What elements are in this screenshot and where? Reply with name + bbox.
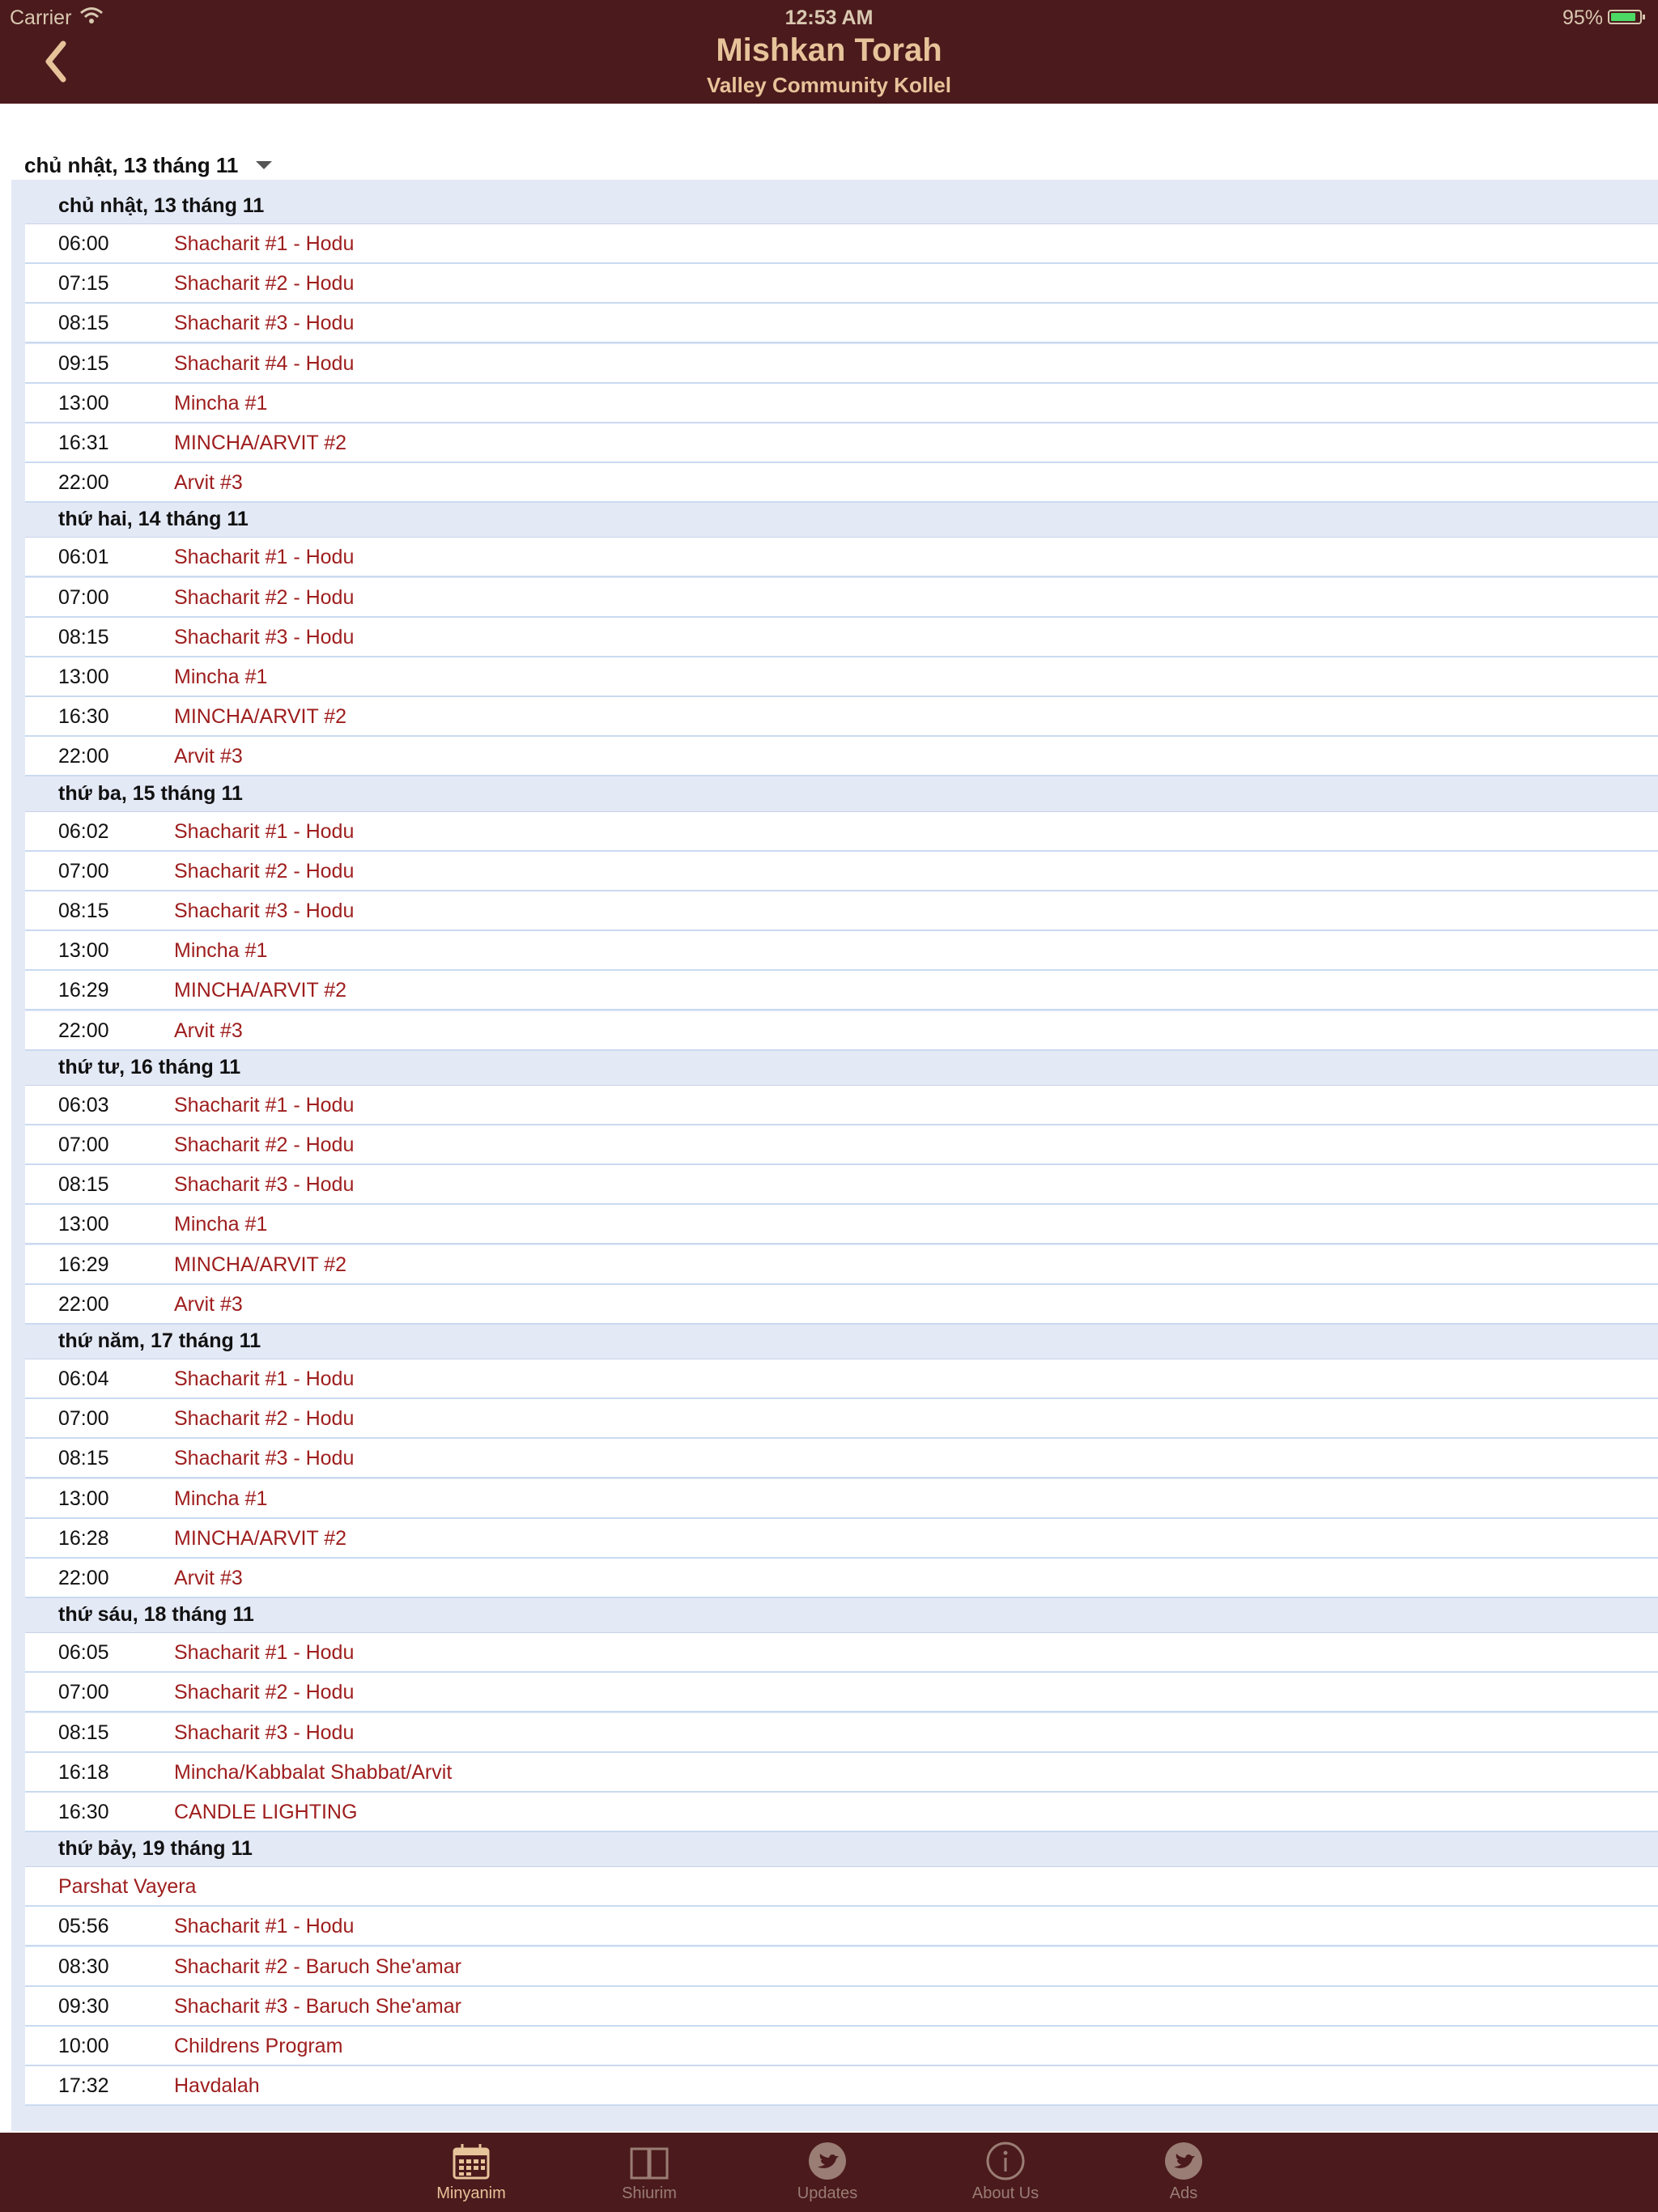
minyan-time: 22:00 [58,745,109,768]
minyan-time: 16:28 [58,1526,109,1550]
minyan-row[interactable] [25,1086,1658,1125]
minyan-time: 06:04 [58,1368,109,1390]
minyan-time: 08:30 [58,1955,109,1978]
twitter-icon [807,2141,848,2181]
minyan-time: 13:00 [58,1487,109,1510]
minyan-name: Shacharit #3 - Hodu [174,1173,355,1197]
minyan-row[interactable] [25,1205,1658,1244]
day-header [25,1051,1658,1086]
minyan-row[interactable] [25,1439,1658,1478]
minyan-name: Shacharit #3 - Hodu [174,625,355,649]
minyan-name: Shacharit #2 - Hodu [174,1681,355,1704]
minyan-name: MINCHA/ARVIT #2 [174,1253,347,1276]
minyan-time: 09:30 [58,1994,109,2018]
day-header-label: chủ nhật, 13 tháng 11 [58,194,265,217]
minyan-name: Mincha #1 [174,391,268,415]
minyan-time: 16:30 [58,705,109,729]
day-header [25,1598,1658,1633]
minyan-time: 08:15 [58,900,109,922]
minyan-row[interactable] [25,1987,1658,2027]
minyan-name: Mincha #1 [174,939,268,963]
minyan-time: 22:00 [58,1019,109,1042]
minyan-time: 13:00 [58,1213,109,1236]
minyan-row[interactable] [25,1359,1658,1399]
status-battery-percent: 95% [1562,6,1603,29]
minyan-row[interactable] [25,1713,1658,1753]
minyan-row[interactable] [25,812,1658,852]
minyan-name: Mincha #1 [174,1487,268,1510]
minyan-row[interactable] [25,1165,1658,1205]
battery-icon [1608,10,1642,24]
minyan-name: Mincha #1 [174,666,268,688]
calendar-icon [451,2141,491,2181]
minyan-row[interactable] [25,1793,1658,1832]
minyan-name: Shacharit #2 - Hodu [174,1407,355,1431]
minyan-row[interactable] [25,1559,1658,1598]
minyan-time: 10:00 [58,2035,109,2057]
minyan-name: MINCHA/ARVIT #2 [174,1526,347,1550]
minyan-row[interactable] [25,852,1658,891]
minyan-time: 07:00 [58,1134,109,1156]
minyan-time: 22:00 [58,1567,109,1589]
minyan-time: 06:01 [58,546,109,569]
minyan-time: 13:00 [58,391,109,415]
status-time: 12:53 AM [784,6,874,29]
page-title: Mishkan Torah [716,32,942,68]
minyan-row[interactable] [25,578,1658,618]
minyan-time: 13:00 [58,666,109,688]
minyan-name: Mincha #1 [174,1213,268,1236]
minyan-row[interactable] [25,971,1658,1010]
minyan-row[interactable] [25,1673,1658,1712]
day-header [25,777,1658,812]
page-subtitle: Valley Community Kollel [707,73,951,97]
book-icon [629,2141,670,2181]
minyan-name: Shacharit #3 - Hodu [174,312,355,335]
info-icon [985,2141,1026,2181]
minyan-time: 16:31 [58,432,109,454]
minyan-name: Arvit #3 [174,471,243,495]
minyan-name: MINCHA/ARVIT #2 [174,432,347,454]
minyan-name: Shacharit #1 - Hodu [174,1915,355,1938]
minyan-row[interactable] [25,657,1658,697]
day-header-label: thứ tư, 16 tháng 11 [58,1055,241,1078]
twitter-icon [1163,2141,1204,2181]
minyan-row[interactable] [25,224,1658,264]
minyan-row[interactable] [25,891,1658,931]
minyan-time: 07:00 [58,859,109,883]
minyan-name: CANDLE LIGHTING [174,1801,358,1823]
tab-updates[interactable] [755,2133,900,2212]
minyan-name: MINCHA/ARVIT #2 [174,979,347,1002]
minyan-time: 16:18 [58,1760,109,1784]
minyan-name: Shacharit #3 - Hodu [174,1447,355,1470]
minyan-row[interactable] [25,1245,1658,1285]
minyan-row[interactable] [25,1519,1658,1559]
minyan-name: Shacharit #2 - Hodu [174,859,355,883]
minyan-row[interactable] [25,423,1658,463]
minyan-time: 07:00 [58,1681,109,1704]
minyan-time: 17:32 [58,2074,109,2098]
tab-bar [0,2133,1658,2212]
minyan-name: Shacharit #1 - Hodu [174,232,355,255]
tab-label: Updates [797,2184,858,2202]
minyan-row[interactable] [25,384,1658,423]
day-header [25,1325,1658,1359]
minyan-name: Shacharit #1 - Hodu [174,819,355,843]
date-picker[interactable] [24,151,272,180]
tab-shiurim[interactable] [576,2133,722,2212]
minyan-time: 16:30 [58,1801,109,1823]
schedule-list[interactable] [11,180,1658,2131]
minyan-time: 07:15 [58,272,109,296]
minyan-row[interactable] [25,264,1658,304]
minyan-row[interactable] [25,931,1658,971]
minyan-time: 08:15 [58,625,109,649]
minyan-name: Shacharit #4 - Hodu [174,351,355,375]
minyan-row[interactable] [25,1633,1658,1673]
minyan-time: 05:56 [58,1915,109,1938]
minyan-row[interactable] [25,1399,1658,1439]
parsha-label: Parshat Vayera [58,1875,197,1899]
minyan-name: Shacharit #1 - Hodu [174,1368,355,1390]
minyan-row[interactable] [25,1947,1658,1987]
minyan-name: Shacharit #3 - Hodu [174,1721,355,1744]
minyan-name: Shacharit #2 - Hodu [174,585,355,609]
minyan-row[interactable] [25,1753,1658,1793]
minyan-name: Shacharit #2 - Hodu [174,1134,355,1156]
minyan-row[interactable] [25,538,1658,577]
tab-label: About Us [971,2184,1039,2202]
minyan-name: Shacharit #3 - Baruch She'amar [174,1994,461,2018]
minyan-time: 08:15 [58,1721,109,1744]
minyan-time: 06:03 [58,1093,109,1117]
minyan-row[interactable] [25,344,1658,384]
day-header [25,189,1658,224]
tab-label: Minyanim [436,2184,506,2202]
minyan-name: Shacharit #3 - Hodu [174,900,355,922]
minyan-row[interactable] [25,737,1658,776]
minyan-time: 06:02 [58,819,109,843]
day-header-label: thứ hai, 14 tháng 11 [58,508,249,531]
minyan-row[interactable] [25,304,1658,343]
tab-ads[interactable] [1111,2133,1256,2212]
minyan-name: Havdalah [174,2074,260,2098]
minyan-row[interactable] [25,618,1658,657]
minyan-time: 08:15 [58,1447,109,1470]
minyan-time: 07:00 [58,1407,109,1431]
minyan-name: Shacharit #1 - Hodu [174,1093,355,1117]
date-picker-label: chủ nhật, 13 tháng 11 [24,152,239,177]
navigation-bar [0,0,1658,104]
minyan-name: MINCHA/ARVIT #2 [174,705,347,729]
minyan-time: 08:15 [58,312,109,335]
status-carrier: Carrier [10,6,72,29]
minyan-name: Mincha/Kabbalat Shabbat/Arvit [174,1760,453,1784]
minyan-row[interactable] [25,1011,1658,1051]
chevron-down-icon [256,161,272,169]
tab-about-us[interactable] [933,2133,1078,2212]
minyan-name: Arvit #3 [174,1019,243,1042]
minyan-row[interactable] [25,2066,1658,2106]
minyan-time: 07:00 [58,585,109,609]
minyan-name: Shacharit #2 - Hodu [174,272,355,296]
minyan-name: Arvit #3 [174,1567,243,1589]
minyan-row[interactable] [25,463,1658,503]
minyan-row[interactable] [25,697,1658,737]
tab-label: Ads [1169,2184,1198,2202]
minyan-name: Childrens Program [174,2035,343,2057]
minyan-row[interactable] [25,1125,1658,1165]
day-header-label: thứ năm, 17 tháng 11 [58,1329,261,1352]
minyan-name: Shacharit #2 - Baruch She'amar [174,1955,461,1978]
minyan-time: 22:00 [58,1292,109,1316]
minyan-time: 16:29 [58,979,109,1002]
minyan-name: Shacharit #1 - Hodu [174,546,355,569]
minyan-time: 13:00 [58,939,109,963]
minyan-row[interactable] [25,1907,1658,1946]
tab-label: Shiurim [622,2184,677,2202]
tab-minyanim[interactable] [398,2133,544,2212]
day-header-label: thứ ba, 15 tháng 11 [58,781,243,805]
minyan-name: Shacharit #1 - Hodu [174,1641,355,1665]
minyan-time: 06:00 [58,232,109,255]
minyan-name: Arvit #3 [174,1292,243,1316]
minyan-row[interactable] [25,2027,1658,2066]
minyan-time: 06:05 [58,1641,109,1665]
day-header-label: thứ sáu, 18 tháng 11 [58,1603,254,1627]
minyan-time: 09:15 [58,351,109,375]
minyan-time: 16:29 [58,1253,109,1276]
day-header [25,1832,1658,1867]
day-header-label: thứ bảy, 19 tháng 11 [58,1837,253,1861]
parsha-row[interactable] [25,1867,1658,1907]
minyan-row[interactable] [25,1285,1658,1325]
minyan-time: 22:00 [58,471,109,495]
minyan-name: Arvit #3 [174,745,243,768]
minyan-time: 08:15 [58,1173,109,1197]
day-header [25,503,1658,538]
minyan-row[interactable] [25,1479,1658,1519]
